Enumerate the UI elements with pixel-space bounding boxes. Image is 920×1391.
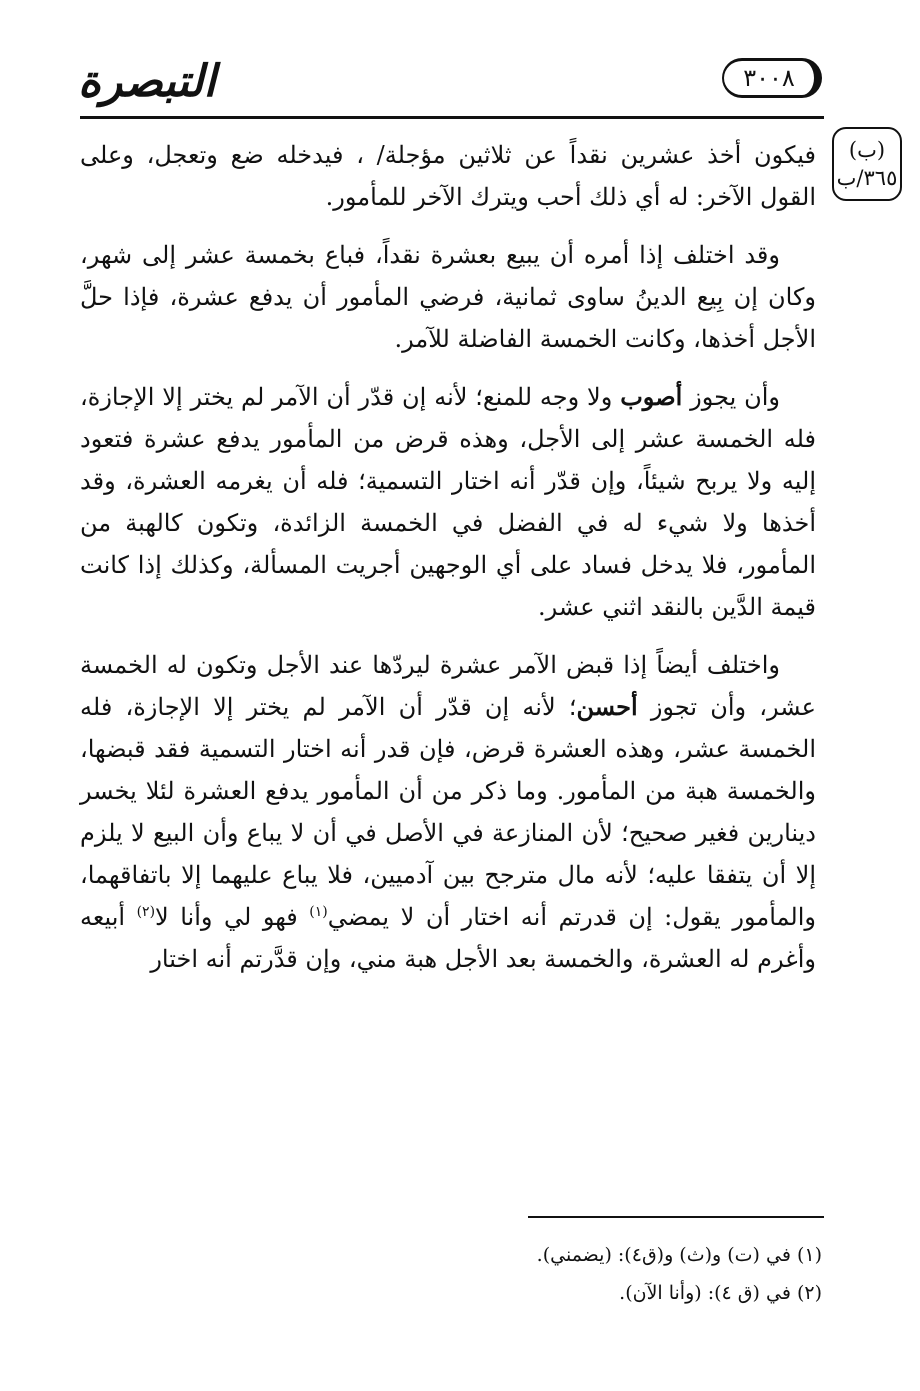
margin-manuscript-reference [832,127,902,201]
margin-ref-line1: (ب) [848,138,886,162]
paragraph-4-middle: ؛ لأنه إن قدّر أن الآمر لم يختر إلا الإجازة، فله الخمسة عشر، وهذه العشرة قرض، فإن قدر أنه اختار التسمية فقد قبضها، والخمسة هبة من المأمور. وما ذكر من أن المأمور يدفع العشرة لئلا يخسر دينارين فغير صحيح؛ لأن المنازعة في الأصل في أن لا يباع وأن البيع لا يلزم إلا أن يتفقا عليه؛ لأنه مال مترجح بين آدميين، فلا يباع عليهما إلا باتفاقهما، والمأمور يقول: إن قدرتم أنه اختار أن لا يمضي [80,693,816,931]
paragraph-3-rest: ولا وجه للمنع؛ لأنه إن قدّر أن الآمر لم يختر إلا الإجازة، فله الخمسة عشر إلى الأجل، وهذه قرض من المأمور يدفع عشرة فتعود إليه ولا يربح شيئاً، وإن قدّر أنه اختار التسمية؛ فله أن يغرمه العشرة، وقد أخذها ولا شيء له في الفضل في الخمسة الزائدة، وتكون كالهبة من المأمور، فلا يدخل فساد على أي الوجهين أجريت المسألة، وكذلك إذا كانت قيمة الدَّين بالنقد اثني عشر. [80,383,816,621]
emphasis-term: أحسن [576,692,638,721]
paragraph-3 [80,376,816,628]
paragraph-4-continue: فهو لي وأنا لا [155,903,298,931]
paragraph-1: فيكون أخذ عشرين نقداً عن ثلاثين مؤجلة/ ، فيدخله ضع وتعجل، وعلى القول الآخر: له أي ذلك أحب ويترك الآخر للمأمور. [80,141,816,211]
paragraph-3-start: وأن يجوز [690,383,781,411]
footnote-divider [528,1216,824,1218]
footnote-2: (٢) في (ق ٤): (وأنا الآن). [619,1282,822,1304]
paragraph-4-start: واختلف أيضاً إذا قبض الآمر عشرة ليردّها عند الأجل وتكون له الخمسة عشر، وأن تجوز [80,651,816,721]
page-number: ٣٠٠٨ [722,58,822,98]
margin-ref-line2: ٣٦٥/ب [836,166,898,190]
paragraph-2: وقد اختلف إذا أمره أن يبيع بعشرة نقداً، فباع بخمسة عشر إلى شهر، وكان إن بِيع الدينُ ساوى ثمانية، فرضي المأمور أن يدفع عشرة، فإذا حلَّ الأجل أخذها، وكانت الخمسة الفاضلة للآمر. [80,241,816,353]
header-divider [80,116,824,119]
main-text [80,134,816,996]
paragraph-4 [80,644,816,980]
paragraph-4-end: أبيعه وأغرم له العشرة، والخمسة بعد الأجل هبة مني، وإن قدَّرتم أنه اختار [80,903,816,973]
footnote-1: (١) في (ت) و(ث) و(ق٤): (يضمني). [536,1244,822,1266]
book-title: التبصرة [78,56,216,107]
footnotes [80,1236,822,1312]
footnote-ref-2[interactable]: (٢) [136,904,156,920]
emphasis-term: أصوب [620,382,683,411]
footnote-ref-1[interactable]: (١) [309,904,328,920]
